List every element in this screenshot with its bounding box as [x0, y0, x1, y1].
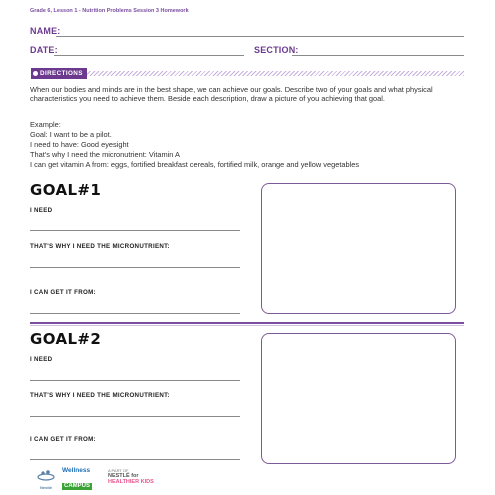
campus-wordmark: CAMPUS — [64, 483, 91, 489]
goal-2-micronutrient-label: THAT'S WHY I NEED THE MICRONUTRIENT: — [30, 392, 170, 399]
goal-1-source-line[interactable] — [30, 313, 240, 314]
example-line: That's why I need the micronutrient: Vitamin A — [30, 150, 180, 159]
goal-1-source-label: I CAN GET IT FROM: — [30, 289, 96, 296]
goal-2-need-line[interactable] — [30, 380, 240, 381]
goal-2-micronutrient-line[interactable] — [30, 416, 240, 417]
goal-2-need-label: I NEED — [30, 356, 53, 363]
nestle-logo — [36, 468, 56, 490]
example-title: Example: — [30, 120, 61, 129]
nestle-wordmark: Nestlé — [39, 485, 52, 490]
directions-instructions: When our bodies and minds are in the best shape, we can achieve our goals. Describe two of your goals and what physical characteristics you need to achieve them. Beside each description, draw a picture of you achieving that goal. — [30, 85, 433, 103]
healthier-kids-wordmark: HEALTHIER KIDS — [108, 479, 154, 485]
nestle-for-wordmark: NESTLÉ for — [108, 473, 139, 479]
goal-1-title: GOAL#1 — [30, 181, 102, 199]
name-label: NAME: — [30, 26, 61, 36]
goal-2-title: GOAL#2 — [30, 330, 102, 348]
course-header: Grade 6, Lesson 1 - Nutrition Problems Session 3 Homework — [30, 8, 189, 14]
date-field[interactable] — [54, 55, 244, 56]
date-label: DATE: — [30, 45, 58, 55]
section-field[interactable] — [292, 55, 464, 56]
wellness-campus-logo — [62, 467, 100, 487]
directions-stripe — [73, 71, 464, 76]
section-divider — [30, 322, 464, 324]
section-label: SECTION: — [254, 45, 299, 55]
goal-1-need-label: I NEED — [30, 207, 53, 214]
goal-2-source-line[interactable] — [30, 459, 240, 460]
nest-bird-icon — [36, 468, 56, 481]
goal-2-source-label: I CAN GET IT FROM: — [30, 436, 96, 443]
directions-title: DIRECTIONS — [40, 70, 83, 77]
goal-2-drawing-box[interactable] — [261, 333, 456, 464]
goal-1-need-line[interactable] — [30, 230, 240, 231]
directions-bar — [31, 68, 464, 79]
goal-1-micronutrient-label: THAT'S WHY I NEED THE MICRONUTRIENT: — [30, 243, 170, 250]
wellness-wordmark: Wellness — [62, 467, 91, 474]
example-line: Goal: I want to be a pilot. — [30, 130, 112, 139]
goal-1-micronutrient-line[interactable] — [30, 267, 240, 268]
healthier-kids-logo — [108, 469, 168, 487]
directions-tag — [31, 68, 87, 79]
name-field[interactable] — [56, 36, 464, 37]
goal-1-drawing-box[interactable] — [261, 183, 456, 314]
example-line: I need to have: Good eyesight — [30, 140, 129, 149]
bullet-icon — [33, 71, 38, 76]
healthier-kids-tagline: A PART OF — [108, 468, 129, 473]
example-line: I can get vitamin A from: eggs, fortified breakfast cereals, fortified milk, orange and yellow vegetables — [30, 160, 360, 169]
